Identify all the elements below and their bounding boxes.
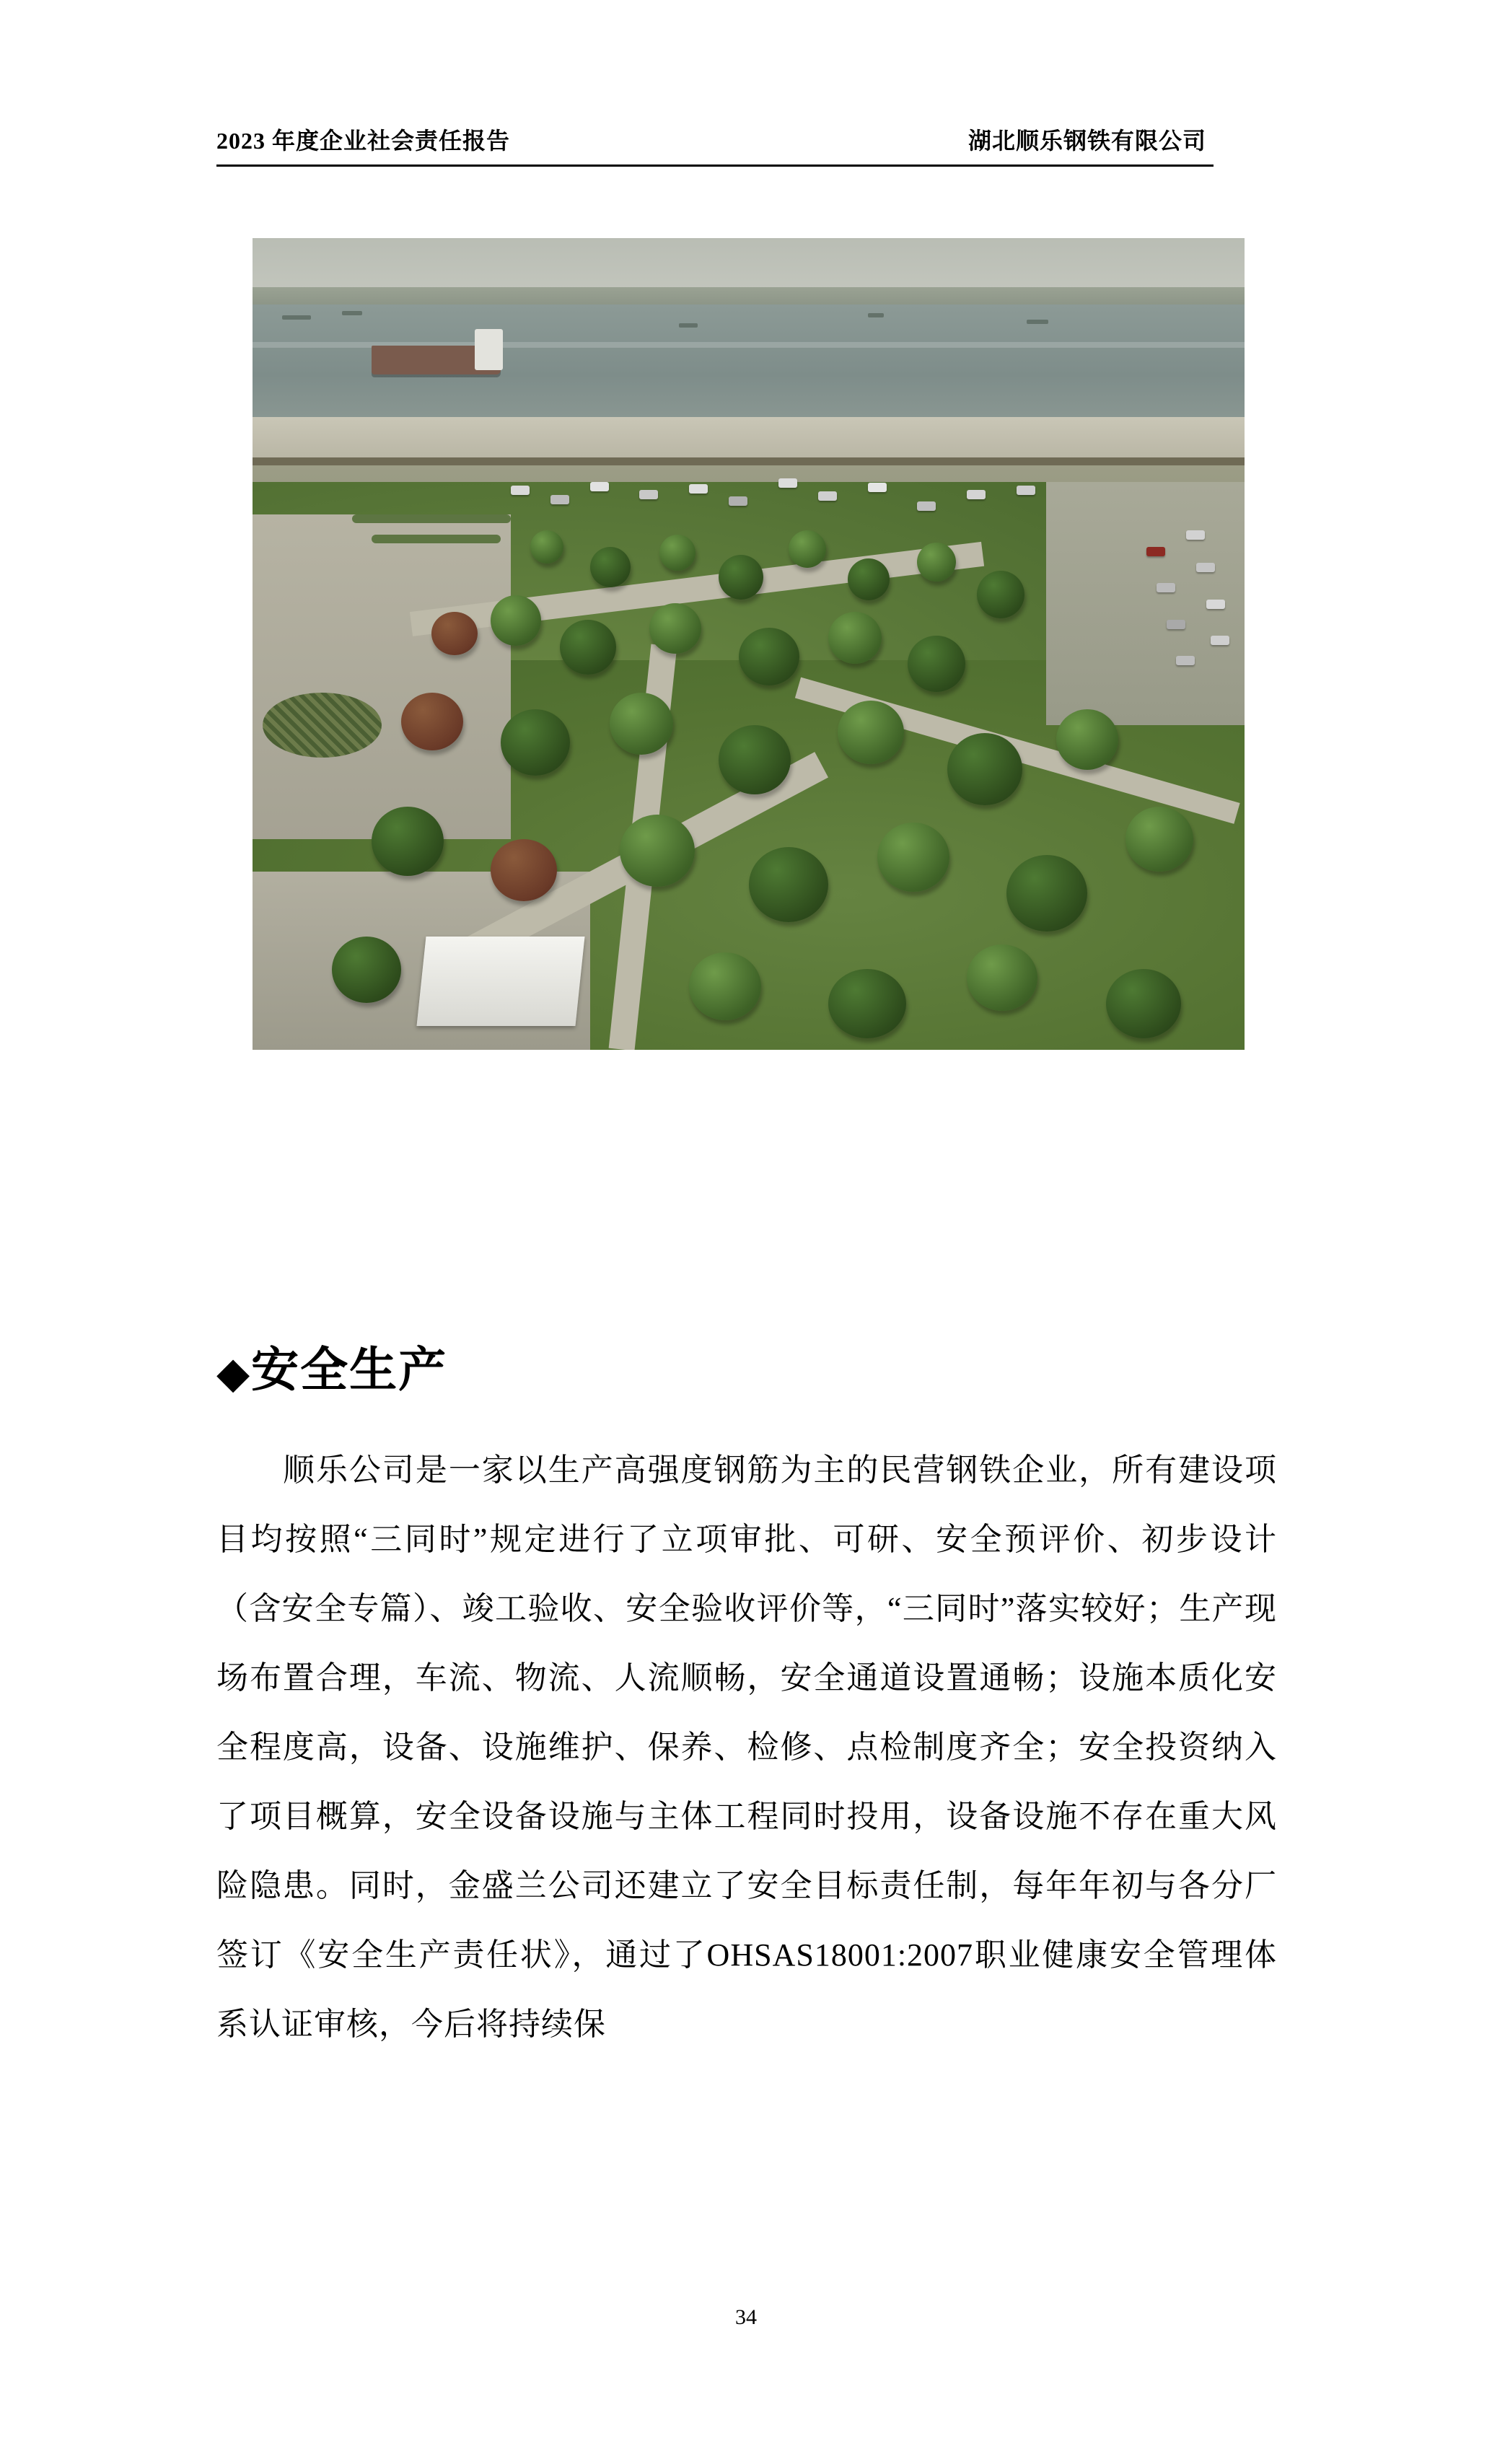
header-report-title: 2023 年度企业社会责任报告 — [216, 128, 511, 154]
photo-small-boat — [282, 315, 311, 320]
photo-tree — [749, 847, 828, 922]
photo-small-boat — [679, 323, 698, 328]
body-text — [216, 1436, 1277, 2059]
photo-tree — [789, 530, 826, 568]
photo-car — [1211, 636, 1229, 645]
photo-tree — [659, 535, 695, 571]
photo-tree — [620, 815, 695, 887]
photo-hedge — [352, 514, 511, 523]
page-header — [216, 123, 1214, 156]
photo-tree — [1056, 709, 1118, 770]
section-heading-text: 安全生产 — [251, 1341, 448, 1398]
photo-tree — [719, 555, 763, 600]
photo-car — [868, 483, 887, 492]
photo-tree — [828, 612, 882, 664]
photo-tree — [332, 937, 401, 1003]
photo-car — [1186, 530, 1205, 540]
photo-levee — [253, 417, 1245, 462]
photo-tree — [491, 595, 541, 646]
photo-car — [639, 490, 658, 499]
photo-tree — [431, 612, 478, 655]
figure-aerial-photo — [253, 238, 1245, 1050]
diamond-bullet-icon: ◆ — [216, 1347, 252, 1398]
photo-tree — [501, 709, 570, 776]
photo-flower-bed — [263, 693, 382, 758]
photo-car — [778, 478, 797, 488]
header-company-name: 湖北顺乐钢铁有限公司 — [967, 128, 1206, 154]
photo-car — [1146, 547, 1165, 556]
photo-tree — [947, 733, 1022, 805]
photo-tree — [1125, 807, 1193, 872]
photo-content — [253, 238, 1245, 1050]
photo-car — [1017, 486, 1035, 495]
photo-tree — [848, 558, 890, 600]
photo-tree — [560, 620, 616, 675]
photo-car — [550, 495, 569, 504]
photo-tree — [610, 693, 673, 755]
photo-tree — [372, 807, 444, 876]
photo-plaza-left — [253, 514, 511, 839]
photo-car — [1176, 656, 1195, 665]
photo-small-boat — [342, 311, 362, 315]
photo-car — [1196, 563, 1215, 572]
photo-tree — [908, 636, 965, 692]
photo-white-tent — [416, 937, 584, 1026]
header-divider — [216, 165, 1214, 167]
photo-car — [511, 486, 530, 495]
photo-tree — [689, 952, 761, 1020]
photo-small-boat — [1027, 320, 1048, 324]
section-heading — [216, 1331, 447, 1400]
photo-hedge — [372, 535, 501, 543]
paragraph: 顺乐公司是一家以生产高强度钢筋为主的民营钢铁企业，所有建设项目均按照“三同时”规定进行了立项审批、可研、安全预评价、初步设计（含安全专篇）、竣工验收、安全验收评价等，“三同时”落实较好；生产现场布置合理，车流、物流、人流顺畅，安全通道设置通畅；设施本质化安全程度高，设备、设施维护、保养、检修、点检制度齐全；安全投资纳入了项目概算，安全设备设施与主体工程同时投用，设备设施不存在重大风险隐患。同时，金盛兰公司还建立了安全目标责任制，每年年初与各分厂签订《安全生产责任状》，通过了OHSAS18001:2007职业健康安全管理体系认证审核，今后将持续保 — [216, 1452, 1277, 2042]
photo-tree — [590, 547, 631, 587]
photo-car — [967, 490, 986, 499]
photo-tree — [828, 969, 906, 1038]
photo-tree — [739, 628, 799, 685]
page-number: 34 — [735, 2305, 757, 2329]
photo-tree — [649, 603, 701, 654]
photo-tree — [719, 725, 791, 794]
photo-tree — [491, 839, 557, 901]
photo-tree — [967, 944, 1037, 1011]
photo-tree — [977, 571, 1024, 618]
photo-tree — [1106, 969, 1181, 1038]
photo-tree — [838, 701, 904, 764]
photo-tree — [401, 693, 463, 750]
photo-ship-cabin — [475, 329, 503, 370]
photo-cargo-ship — [372, 346, 501, 375]
photo-car — [590, 482, 609, 491]
photo-car — [818, 491, 837, 501]
photo-tree — [917, 543, 956, 582]
photo-car — [729, 496, 747, 506]
photo-car — [1157, 583, 1175, 592]
photo-tree — [877, 823, 949, 892]
photo-car — [917, 501, 936, 511]
photo-car — [1206, 600, 1225, 609]
photo-car — [689, 484, 708, 494]
photo-tree — [1006, 855, 1087, 931]
photo-car — [1167, 620, 1185, 629]
photo-small-boat — [868, 313, 884, 317]
photo-tree — [530, 530, 563, 564]
